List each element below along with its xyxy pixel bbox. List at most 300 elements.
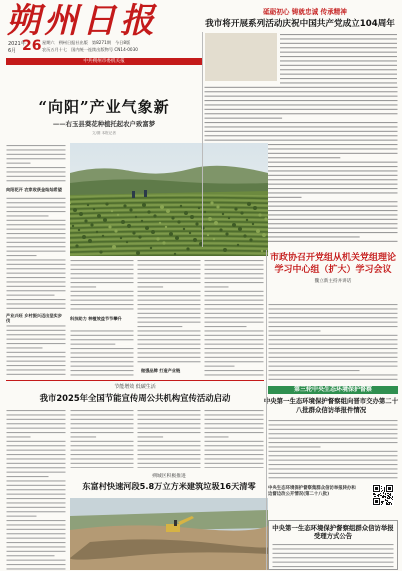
env-photo xyxy=(70,498,268,570)
plant xyxy=(88,239,92,243)
text-line xyxy=(138,352,201,353)
text-line xyxy=(7,237,66,238)
plant xyxy=(222,213,224,215)
text-line xyxy=(138,282,201,283)
text-line xyxy=(7,145,66,146)
text-line xyxy=(71,278,134,279)
text-line xyxy=(138,313,201,314)
hotline-body-text xyxy=(272,542,394,568)
feature-col-mid-b xyxy=(137,258,201,378)
text-line xyxy=(7,343,66,344)
qr-module xyxy=(382,502,383,503)
text-line xyxy=(71,286,97,287)
plant xyxy=(123,204,126,207)
plant xyxy=(117,214,119,216)
qr-module xyxy=(388,502,389,503)
text-line xyxy=(7,450,66,451)
qr-finder xyxy=(388,487,391,490)
qr-module xyxy=(381,495,382,496)
text-line xyxy=(7,489,66,490)
text-line xyxy=(7,564,66,565)
text-line xyxy=(7,494,66,495)
text-line xyxy=(205,352,264,353)
text-line xyxy=(138,450,201,451)
text-line xyxy=(205,113,398,114)
text-line xyxy=(7,467,66,468)
text-line xyxy=(273,562,394,563)
text-line xyxy=(205,273,264,274)
qr-module xyxy=(389,498,390,499)
plant xyxy=(87,204,89,206)
text-line xyxy=(71,295,134,296)
meeting-subhead: 魏立新主持并讲话 xyxy=(314,279,352,284)
qr-notice xyxy=(268,484,398,514)
issue-year: 2021年 xyxy=(8,41,26,47)
text-line xyxy=(138,300,201,301)
issue-meta-row xyxy=(42,40,130,46)
issue-pages: 今日8版 xyxy=(114,40,131,45)
text-line xyxy=(7,308,66,309)
text-line xyxy=(273,553,394,554)
plant xyxy=(247,202,251,206)
qr-module xyxy=(383,495,384,496)
text-line xyxy=(280,34,397,35)
text-line xyxy=(205,436,229,437)
text-line xyxy=(71,344,116,345)
text-line xyxy=(71,410,134,411)
text-line xyxy=(7,211,66,212)
text-line xyxy=(269,317,398,318)
plant xyxy=(138,235,141,238)
env-headline[interactable]: 东富村快速河段5.8万立方米建筑垃圾16天清零 xyxy=(82,481,256,491)
newspaper-title: 朔州日报 xyxy=(6,1,158,41)
plant xyxy=(208,217,212,221)
feature-title[interactable]: “向阳”产业气象新 xyxy=(38,98,170,116)
qr-module xyxy=(387,501,388,502)
qr-module xyxy=(389,496,390,497)
text-line xyxy=(71,348,134,349)
text-line xyxy=(138,467,201,468)
text-line xyxy=(7,529,66,530)
plant xyxy=(132,231,135,234)
text-line xyxy=(138,269,201,270)
text-line xyxy=(205,335,264,336)
text-line xyxy=(138,458,201,459)
qr-notice-text: 中央生态环境保护督察集群众信访举报转办和边督边改公开情况(第二十八批) xyxy=(268,486,356,497)
text-line xyxy=(269,438,398,439)
feature-subhead-2: 产业兴旺 乡村振兴迈出坚实步伐 xyxy=(6,313,62,324)
text-line xyxy=(205,348,264,349)
text-line xyxy=(138,322,201,323)
qr-module xyxy=(384,488,385,489)
qr-module xyxy=(390,493,391,494)
farmer-figure xyxy=(132,191,135,198)
top-headline[interactable]: 我市将开展系列活动庆祝中国共产党成立104周年 xyxy=(205,19,395,29)
energy-col-d-text xyxy=(204,408,264,468)
text-line xyxy=(7,242,66,243)
text-line xyxy=(138,436,164,437)
text-line xyxy=(138,419,201,420)
qr-code-icon[interactable] xyxy=(372,484,394,506)
riverbank-image xyxy=(70,498,268,570)
feature-col-left xyxy=(6,143,66,377)
plant xyxy=(75,244,78,247)
text-line xyxy=(7,299,66,300)
plant xyxy=(189,232,191,234)
qr-module xyxy=(392,497,393,498)
qr-module xyxy=(385,494,386,495)
feature-col-mid-a xyxy=(70,258,134,378)
qr-module xyxy=(383,496,384,497)
qr-module xyxy=(386,500,387,501)
column-divider xyxy=(202,32,203,247)
text-line xyxy=(269,473,398,474)
qr-module xyxy=(384,490,385,491)
text-line xyxy=(280,78,397,79)
text-line xyxy=(71,282,134,283)
text-line xyxy=(205,91,398,92)
text-line xyxy=(205,278,264,279)
plant xyxy=(193,238,197,242)
plant xyxy=(165,226,167,228)
text-line xyxy=(269,313,398,314)
text-line xyxy=(205,264,264,265)
text-line xyxy=(205,361,264,362)
qr-module xyxy=(385,500,386,501)
text-line xyxy=(205,467,264,468)
qr-module xyxy=(382,497,383,498)
qr-module xyxy=(382,501,383,502)
text-line xyxy=(7,233,66,234)
text-line xyxy=(138,454,201,455)
text-line xyxy=(7,347,43,348)
text-line xyxy=(205,410,264,411)
text-line xyxy=(71,339,134,340)
plant xyxy=(249,238,252,241)
text-line xyxy=(7,176,66,177)
text-line xyxy=(269,451,398,452)
text-line xyxy=(138,445,201,446)
text-line xyxy=(71,335,134,336)
text-line xyxy=(138,264,201,265)
text-line xyxy=(71,441,134,442)
text-line xyxy=(71,454,134,455)
issue-lunar: 农历五月十七 xyxy=(42,47,68,52)
text-line xyxy=(269,420,398,421)
issue-sponsor: 朔州日报社出版 xyxy=(58,40,88,45)
text-line xyxy=(269,370,360,371)
inspection-headline[interactable]: 中央第一生态环境保护督察组向晋市交办第二十八批群众信访举报件情况 xyxy=(263,397,399,414)
text-line xyxy=(269,446,321,447)
text-line xyxy=(280,52,397,53)
energy-col-d xyxy=(204,408,264,468)
plant xyxy=(177,220,180,223)
text-line xyxy=(7,224,66,225)
qr-module xyxy=(389,502,390,503)
issue-day: 26 xyxy=(22,38,42,54)
plant xyxy=(129,208,132,211)
text-line xyxy=(138,286,164,287)
text-line xyxy=(205,131,398,132)
text-line xyxy=(269,433,398,434)
qr-module xyxy=(380,495,381,496)
qr-finder xyxy=(375,500,378,503)
plant xyxy=(184,211,188,215)
text-line xyxy=(7,498,66,499)
text-line xyxy=(71,428,134,429)
qr-module xyxy=(381,488,382,489)
text-line xyxy=(71,467,134,468)
text-line xyxy=(269,468,398,469)
plant xyxy=(223,248,227,252)
text-line xyxy=(269,477,398,478)
text-line xyxy=(7,361,66,362)
plant xyxy=(262,233,266,237)
qr-module xyxy=(384,491,385,492)
text-line xyxy=(7,480,66,481)
plant xyxy=(240,211,243,214)
qr-module xyxy=(379,494,380,495)
text-line xyxy=(138,357,201,358)
text-line xyxy=(269,442,398,443)
plant xyxy=(103,218,107,222)
text-line xyxy=(7,538,66,539)
energy-kicker: 节能增效 低碳生活 xyxy=(114,384,156,390)
feature-header xyxy=(6,96,202,136)
text-line xyxy=(7,441,66,442)
text-line xyxy=(7,458,66,459)
text-line xyxy=(71,374,134,375)
plant xyxy=(183,228,185,230)
text-line xyxy=(205,308,264,309)
text-line xyxy=(7,454,66,455)
plant xyxy=(114,229,117,232)
plant xyxy=(207,234,209,236)
meeting-headline[interactable]: 市政协召开党组从机关党组理论学习中心组（扩大）学习会议 xyxy=(269,253,396,275)
text-line xyxy=(7,463,66,464)
plant xyxy=(243,234,246,237)
text-line xyxy=(205,432,264,433)
plant xyxy=(108,225,111,228)
text-line xyxy=(71,357,134,358)
plant xyxy=(73,208,77,212)
text-line xyxy=(7,507,66,508)
text-line xyxy=(269,361,398,362)
issue-month: 6月 xyxy=(8,48,17,54)
text-line xyxy=(205,322,264,323)
plant xyxy=(150,247,152,249)
text-line xyxy=(138,361,201,362)
energy-col-a-text xyxy=(6,408,66,570)
feature-subhead-3: 科技助力 种植效益节节攀升 xyxy=(70,316,122,321)
plant xyxy=(219,228,222,231)
text-line xyxy=(205,300,264,301)
meeting-body-text xyxy=(268,302,398,382)
text-line xyxy=(7,202,66,203)
text-line xyxy=(7,445,66,446)
text-line xyxy=(269,460,398,461)
plant xyxy=(72,225,74,227)
text-line xyxy=(205,295,264,296)
text-line xyxy=(205,423,264,424)
plant xyxy=(258,213,261,216)
text-line xyxy=(7,246,66,247)
text-line xyxy=(205,419,264,420)
text-line xyxy=(71,432,134,433)
text-line xyxy=(205,122,398,123)
text-line xyxy=(7,281,66,282)
text-line xyxy=(7,356,66,357)
text-line xyxy=(7,325,66,326)
qr-module xyxy=(374,494,375,495)
text-line xyxy=(7,264,66,265)
text-line xyxy=(7,568,66,569)
plant xyxy=(252,223,254,225)
text-line xyxy=(7,560,66,561)
issue-meta-row-2 xyxy=(42,47,138,53)
energy-headline[interactable]: 我市2025年全国节能宣传周公共机构宣传活动启动 xyxy=(39,393,231,403)
text-line xyxy=(138,291,201,292)
energy-col-c xyxy=(137,408,201,468)
text-line xyxy=(205,441,264,442)
text-line xyxy=(7,290,66,291)
text-line xyxy=(7,163,31,164)
text-line xyxy=(7,251,66,252)
text-line xyxy=(280,65,397,66)
feature-col-left-text xyxy=(6,143,66,377)
text-line xyxy=(280,74,397,75)
plant xyxy=(171,216,174,219)
qr-module xyxy=(381,502,382,503)
qr-module xyxy=(387,495,388,496)
qr-module xyxy=(392,496,393,497)
plant xyxy=(190,215,194,219)
column-divider xyxy=(266,250,267,570)
qr-module xyxy=(373,493,374,494)
meeting-story xyxy=(268,252,398,298)
text-line xyxy=(269,374,398,375)
plant xyxy=(204,211,206,213)
plant xyxy=(112,245,116,249)
text-line xyxy=(7,533,66,534)
text-line xyxy=(71,414,134,415)
plant xyxy=(256,229,260,233)
qr-module xyxy=(381,504,382,505)
plant xyxy=(111,210,113,212)
text-line xyxy=(71,304,134,305)
text-line xyxy=(7,158,66,159)
text-line xyxy=(280,43,397,44)
qr-module xyxy=(390,494,391,495)
plant xyxy=(234,207,237,210)
hotline-title[interactable]: 中央第一生态环境保护督察组群众信访举报受理方式公告 xyxy=(272,524,394,540)
qr-module xyxy=(386,503,387,504)
text-line xyxy=(205,87,398,88)
text-line xyxy=(269,352,398,353)
text-line xyxy=(7,485,66,486)
plant xyxy=(210,201,213,204)
qr-module xyxy=(386,502,387,503)
text-line xyxy=(205,339,264,340)
plant xyxy=(135,216,137,218)
plant xyxy=(79,212,83,216)
text-line xyxy=(71,370,134,371)
qr-module xyxy=(380,493,381,494)
plant xyxy=(142,203,146,207)
text-line xyxy=(269,464,398,465)
energy-col-c-text xyxy=(137,408,201,468)
text-line xyxy=(7,419,66,420)
plant xyxy=(126,241,128,243)
text-line xyxy=(138,273,201,274)
qr-module xyxy=(383,497,384,498)
text-line xyxy=(71,308,134,309)
qr-module xyxy=(384,489,385,490)
qr-module xyxy=(390,502,391,503)
text-line xyxy=(7,268,66,269)
text-line xyxy=(205,357,264,358)
text-line xyxy=(138,344,201,345)
text-line xyxy=(138,414,201,415)
plant xyxy=(145,226,149,230)
text-line xyxy=(7,220,66,221)
qr-module xyxy=(382,496,383,497)
plant xyxy=(84,219,87,222)
text-line xyxy=(205,313,264,314)
issue-number: 第8271期 xyxy=(91,40,111,45)
text-line xyxy=(269,339,398,340)
text-line xyxy=(269,424,398,425)
feature-photo xyxy=(70,143,268,256)
text-line xyxy=(280,82,397,83)
text-line xyxy=(71,300,134,301)
text-line xyxy=(7,516,37,517)
qr-module xyxy=(378,495,379,496)
text-line xyxy=(7,365,66,366)
text-line xyxy=(7,273,66,274)
plant xyxy=(214,221,218,225)
text-line xyxy=(269,326,398,327)
text-line xyxy=(138,335,201,336)
text-line xyxy=(138,348,201,349)
text-line xyxy=(138,278,201,279)
text-line xyxy=(138,295,201,296)
plant xyxy=(175,236,179,240)
plant xyxy=(180,205,182,207)
text-line xyxy=(71,291,134,292)
qr-module xyxy=(389,503,390,504)
text-line xyxy=(205,100,398,101)
text-line xyxy=(205,458,264,459)
plant xyxy=(102,235,104,237)
plant xyxy=(141,220,143,222)
text-line xyxy=(7,259,66,260)
plant xyxy=(238,227,242,231)
text-line xyxy=(205,366,235,367)
text-line xyxy=(205,118,283,119)
text-line xyxy=(71,423,134,424)
text-line xyxy=(7,423,66,424)
qr-module xyxy=(378,496,379,497)
text-line xyxy=(280,69,397,70)
env-kicker: 朔城区积极推进 xyxy=(152,474,186,479)
feature-col-mid-c xyxy=(204,258,264,378)
text-line xyxy=(269,357,398,358)
plant xyxy=(96,231,98,233)
text-line xyxy=(7,546,66,547)
text-line xyxy=(205,96,398,97)
sunflower-field-image xyxy=(70,143,268,256)
